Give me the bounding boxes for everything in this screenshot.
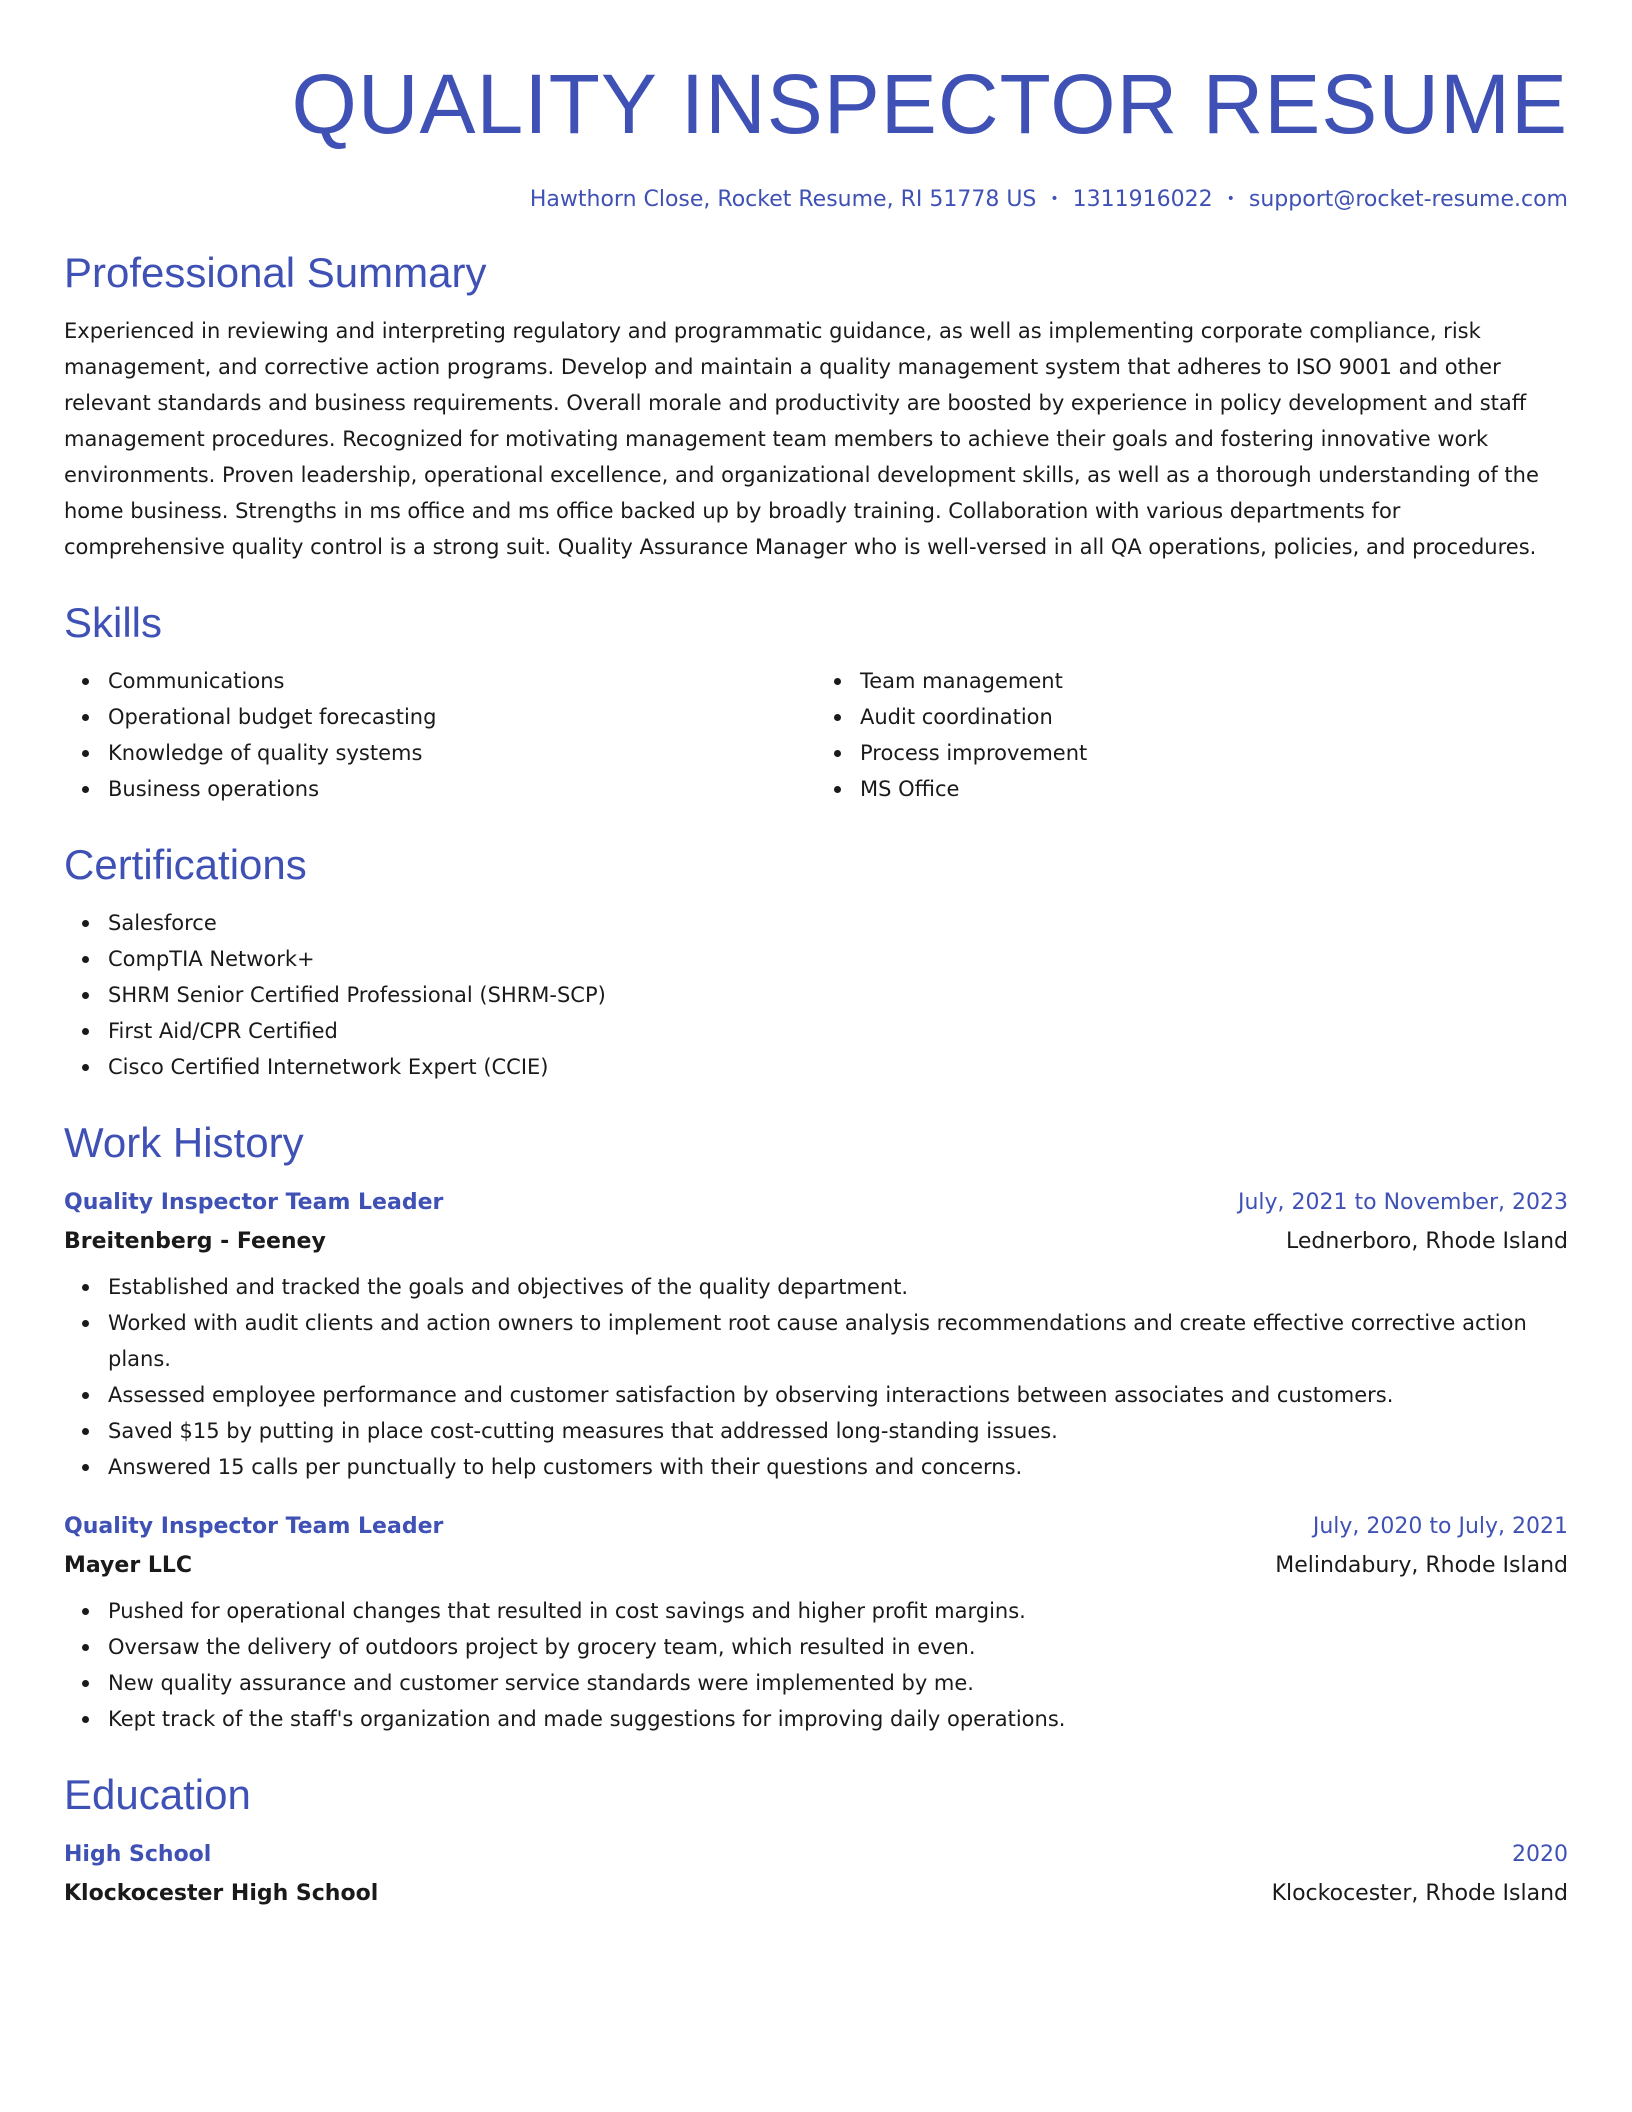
education-entry <box>64 1835 1568 1913</box>
job-company: Breitenberg - Feeney <box>64 1229 326 1254</box>
job-bullet: Saved $15 by putting in place cost-cutting measures that addressed long-standing issues. <box>108 1413 1568 1449</box>
job-company-row <box>64 1223 1568 1261</box>
skill-item: MS Office <box>860 771 1568 807</box>
skills-list-right <box>816 663 1568 807</box>
certification-item: SHRM Senior Certified Professional (SHRM-SCP) <box>108 977 1568 1013</box>
contact-email: support@rocket-resume.com <box>1248 187 1568 212</box>
education-location: Klockocester, Rhode Island <box>1271 1881 1568 1906</box>
job-bullet: Oversaw the delivery of outdoors project by grocery team, which resulted in even. <box>108 1629 1568 1665</box>
skill-item: Process improvement <box>860 735 1568 771</box>
education-degree-row <box>64 1835 1568 1875</box>
skill-item: Audit coordination <box>860 699 1568 735</box>
certifications-heading: Certifications <box>64 841 307 888</box>
certification-item: Salesforce <box>108 905 1568 941</box>
work-history-heading: Work History <box>64 1119 304 1166</box>
skills-heading: Skills <box>64 599 163 646</box>
certification-item: Cisco Certified Internetwork Expert (CCIE) <box>108 1049 1568 1085</box>
job-location: Lednerboro, Rhode Island <box>1286 1229 1568 1254</box>
skill-item: Team management <box>860 663 1568 699</box>
job-bullets <box>64 1593 1568 1737</box>
job-title: Quality Inspector Team Leader <box>64 1190 444 1215</box>
contact-line <box>64 184 1568 215</box>
job-bullet: Established and tracked the goals and objectives of the quality department. <box>108 1269 1568 1305</box>
skill-item: Operational budget forecasting <box>108 699 816 735</box>
education-degree: High School <box>64 1842 212 1867</box>
resume-header <box>64 56 1568 215</box>
job-entry <box>64 1507 1568 1737</box>
contact-separator: • <box>1226 191 1235 207</box>
summary-heading: Professional Summary <box>64 249 487 296</box>
job-bullet: Kept track of the staff's organization and made suggestions for improving daily operations. <box>108 1701 1568 1737</box>
job-bullets <box>64 1269 1568 1485</box>
job-location: Melindabury, Rhode Island <box>1275 1553 1568 1578</box>
job-title: Quality Inspector Team Leader <box>64 1514 444 1539</box>
skill-item: Knowledge of quality systems <box>108 735 816 771</box>
job-title-row <box>64 1183 1568 1223</box>
job-entry <box>64 1183 1568 1485</box>
education-year: 2020 <box>1512 1842 1568 1867</box>
education-school-row <box>64 1875 1568 1913</box>
job-bullet: Worked with audit clients and action owners to implement root cause analysis recommendations and create effective corrective action plans. <box>108 1305 1568 1377</box>
contact-address: Hawthorn Close, Rocket Resume, RI 51778 US <box>529 187 1037 212</box>
skills-grid <box>64 663 1568 807</box>
summary-text: Experienced in reviewing and interpreting regulatory and programmatic guidance, as well as implementing corporate compliance, risk management, and corrective action programs. Develop and maintain a quality management system that adheres to ISO 9001 and other relevant standards and business requirements. Overall morale and productivity are boosted by experience in policy development and staff management procedures. Recognized for motivating management team members to achieve their goals and fostering innovative work environments. Proven leadership, operational excellence, and organizational development skills, as well as a thorough understanding of the home business. Strengths in ms office and ms office backed up by broadly training. Collaboration with various departments for comprehensive quality control is a strong suit. Quality Assurance Manager who is well-versed in all QA operations, policies, and procedures. <box>64 319 1539 559</box>
certification-item: CompTIA Network+ <box>108 941 1568 977</box>
job-bullet: Assessed employee performance and customer satisfaction by observing interactions between associates and customers. <box>108 1377 1568 1413</box>
skill-item: Communications <box>108 663 816 699</box>
job-company-row <box>64 1547 1568 1585</box>
contact-phone: 1311916022 <box>1072 187 1213 212</box>
education-school: Klockocester High School <box>64 1881 379 1906</box>
job-dates: July, 2020 to July, 2021 <box>1312 1514 1568 1539</box>
certification-item: First Aid/CPR Certified <box>108 1013 1568 1049</box>
job-title-row <box>64 1507 1568 1547</box>
job-bullet: Pushed for operational changes that resulted in cost savings and higher profit margins. <box>108 1593 1568 1629</box>
job-company: Mayer LLC <box>64 1553 193 1578</box>
skills-list-left <box>64 663 816 807</box>
resume-title: QUALITY INSPECTOR RESUME <box>291 57 1568 151</box>
job-dates: July, 2021 to November, 2023 <box>1237 1190 1568 1215</box>
skill-item: Business operations <box>108 771 816 807</box>
contact-separator: • <box>1050 191 1059 207</box>
job-bullet: New quality assurance and customer service standards were implemented by me. <box>108 1665 1568 1701</box>
certifications-list <box>64 905 1568 1085</box>
job-bullet: Answered 15 calls per punctually to help customers with their questions and concerns. <box>108 1449 1568 1485</box>
education-heading: Education <box>64 1771 251 1818</box>
